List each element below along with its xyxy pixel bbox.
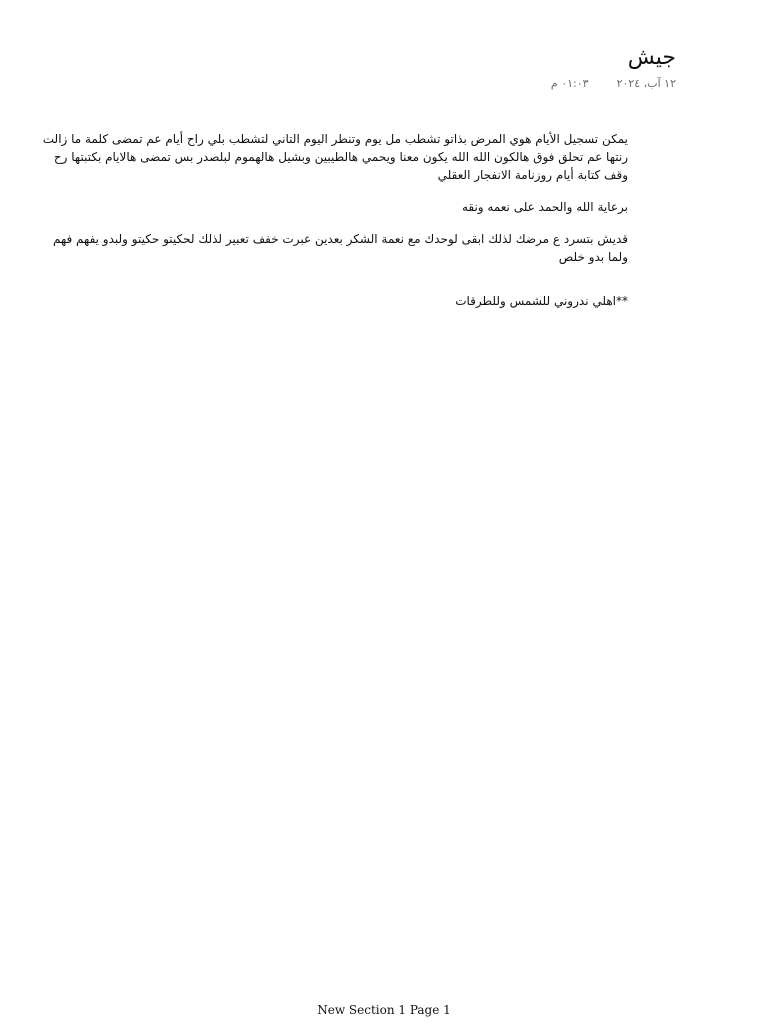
body-paragraph-2: برعاية الله والحمد على نعمه ونقه <box>461 200 628 214</box>
note-body <box>38 130 628 310</box>
page-footer: New Section 1 Page 1 <box>317 1003 451 1017</box>
page-metadata <box>416 76 676 92</box>
page-title: جيش <box>627 45 676 70</box>
body-paragraph-1: يمكن تسجيل الأيام هوي المرض بذاتو تشطب مل يوم وتنطر اليوم التاني لتشطب بلي راح أيام عم تمضى كلمة ما زالت رنتها عم تحلق فوق هالكون الله الله يكون معنا ويحمي هالطيبين وبشيل هالهموم لبلصدر بس تمضى هالايام بكتبتها رح وقف كتابة أيام روزنامة الانفجار العقلي <box>42 132 628 182</box>
page-time: ٠١:٠٣ م <box>550 77 589 90</box>
page-date: ١٢ آب، ٢٠٢٤ <box>616 77 676 90</box>
body-paragraph-4: **اهلي ندروني للشمس وللطرقات <box>455 294 628 308</box>
body-paragraph-3: قديش بتسرد ع مرضك لذلك ابقى لوحدك مع نعمة الشكر بعدين عبرت خفف تعبير لذلك لحكيتو حكيتو ولبدو يفهم فهم ولما بدو خلص <box>52 232 628 264</box>
